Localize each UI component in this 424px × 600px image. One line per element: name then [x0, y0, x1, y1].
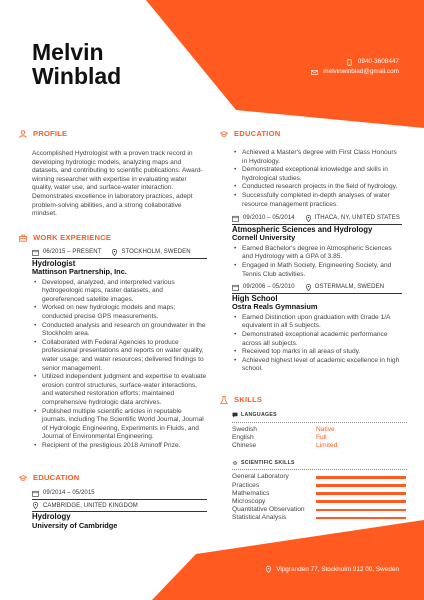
- last-name: Winblad: [32, 63, 122, 89]
- calendar-icon: [232, 284, 239, 291]
- footer-address: Vipgranden 77, Stockholm 912 00, Sweden: [265, 566, 399, 573]
- skill-row: Microscopy: [232, 498, 407, 506]
- profile-heading: PROFILE: [19, 129, 67, 138]
- degree-title: Hydrology: [32, 512, 71, 522]
- calendar-icon: [232, 215, 239, 222]
- skill-level-track: [316, 509, 406, 512]
- email-icon: [311, 69, 318, 76]
- list-item: • Engaged in Math Society, Engineering Society, and Tennis Club activities.: [242, 262, 402, 279]
- language-row: English Full: [232, 434, 327, 441]
- job-bullets: [32, 279, 207, 451]
- skill-level-track: [316, 517, 406, 520]
- education-heading-left: EDUCATION: [19, 473, 79, 482]
- education-location: CAMBRIDGE, UNITED KINGDOM: [32, 502, 207, 511]
- divider: [32, 499, 207, 500]
- flask-icon: [220, 396, 228, 404]
- education-meta: [232, 283, 402, 292]
- skill-row: Mathematics: [232, 490, 407, 498]
- institution: University of Cambridge: [32, 520, 118, 530]
- candidate-name: [32, 40, 121, 88]
- list-item: • Published multiple scientific articles in reputable journals, including The Scientific World Journal, Journal of Hydrologic Engineering, Experiments in Fluids, and Journal of Environmental Engineering.: [42, 408, 207, 442]
- list-item: • Earned Bachelor's degree in Atmospheric Sciences and Hydrology with a GPA of 3.85.: [242, 245, 402, 262]
- location-pin-icon: [111, 249, 118, 256]
- skill-row: Quantitative Observation: [232, 506, 407, 514]
- list-item: • Successfully completed in-depth analyses of water resource management practices.: [242, 192, 402, 209]
- list-item: • Demonstrated exceptional knowledge and skills in hydrological studies.: [242, 166, 402, 183]
- skill-level-track: [316, 476, 406, 479]
- institution: Cornell University: [232, 233, 296, 243]
- degree-title: High School: [232, 293, 278, 303]
- skill-level-bar: [316, 509, 406, 512]
- skill-level-track: [316, 500, 406, 503]
- languages-subheading: LANGUAGES: [232, 411, 407, 420]
- divider: [232, 422, 407, 423]
- skill-level-bar: [316, 492, 406, 495]
- graduation-cap-icon: [19, 474, 27, 482]
- calendar-icon: [32, 249, 39, 256]
- contact-info: [311, 57, 399, 77]
- location-pin-icon: [32, 502, 39, 509]
- list-item: • Developed, analyzed, and interpreted various hydrogeologic maps, raster datasets, and georeferenced satellite images.: [42, 279, 207, 305]
- graduation-cap-icon: [220, 130, 228, 138]
- job-title: Hydrologist: [32, 258, 76, 268]
- scientific-skills-list: [232, 473, 407, 522]
- education-location: ITHACA, NY, UNITED STATES: [305, 214, 400, 223]
- list-item: • Achieved a Master's degree with First Class Honours in Hydrology.: [242, 149, 402, 166]
- briefcase-icon: [19, 234, 27, 242]
- list-item: • Earned Distinction upon graduation with Grade 1/A equivalent in all 5 subjects.: [242, 314, 402, 331]
- skill-level-bar: [316, 517, 406, 520]
- skills-section: [232, 411, 407, 522]
- list-item: • Worked on new hydrologic models and maps; conducted precise GPS measurements.: [42, 304, 207, 321]
- email-row: [311, 67, 399, 77]
- gear-icon: [232, 460, 238, 466]
- job-dates: 06/2015 – PRESENT: [43, 249, 102, 255]
- education-dates: 09/2014 – 05/2015: [43, 490, 95, 496]
- institution: Ostra Reals Gymnasium: [232, 302, 318, 312]
- location-pin-icon: [305, 215, 312, 222]
- phone-row: [311, 57, 399, 67]
- skill-level-bar: [316, 500, 406, 503]
- work-experience-section: [32, 242, 207, 450]
- list-item: • Achieved highest level of academic excellence in high school.: [242, 357, 402, 374]
- education-meta: [32, 489, 207, 498]
- language-row: Swedish Native: [232, 425, 335, 433]
- skill-level-bar: [316, 484, 406, 487]
- divider: [232, 469, 407, 470]
- person-icon: [19, 130, 27, 138]
- skills-heading: SKILLS: [220, 395, 262, 404]
- education-dates: 09/2006 – 05/2010: [243, 284, 295, 291]
- first-name: Melvin: [32, 39, 104, 65]
- job-company: Mattinson Partnership, Inc.: [32, 267, 127, 277]
- education-heading-right: EDUCATION: [220, 129, 280, 138]
- scientific-skills-subheading: SCIENTIFIC SKILLS: [232, 459, 407, 468]
- list-item: • Conducted research projects in the field of hydrology.: [242, 183, 402, 192]
- education-bullets: [232, 314, 402, 374]
- profile-section: [32, 150, 207, 219]
- skill-level-track: [316, 492, 406, 495]
- location-pin-icon: [305, 284, 312, 291]
- list-item: • Received top marks in all areas of study.: [242, 348, 402, 357]
- chat-icon: [232, 412, 238, 418]
- skill-level-bar: [316, 476, 406, 479]
- calendar-icon: [32, 490, 39, 497]
- degree-title: Atmospheric Sciences and Hydrology: [232, 224, 373, 234]
- education-bullets-top: [232, 149, 402, 209]
- education-dates: 09/2010 – 05/2014: [243, 215, 295, 222]
- skill-level-track: [316, 484, 406, 487]
- language-row: Chinese Limited: [232, 442, 338, 450]
- education-meta: [232, 214, 402, 223]
- skill-row: General Laboratory: [232, 473, 407, 481]
- education-right-section: [232, 149, 402, 374]
- phone-icon: [346, 59, 353, 66]
- work-experience-heading: WORK EXPERIENCE: [19, 233, 111, 242]
- email-address[interactable]: melvinwinblad@gmail.com: [323, 68, 399, 75]
- list-item: • Demonstrated exceptional academic performance across all subjects.: [242, 331, 402, 348]
- skill-row: Practices: [232, 482, 407, 490]
- list-item: • Recipient of the prestigious 2018 Aminoff Prize.: [42, 442, 207, 451]
- education-bullets: [232, 245, 402, 279]
- location-pin-icon: [265, 566, 272, 573]
- list-item: • Collaborated with Federal Agencies to produce professional presentations and reports on water quality, water usage, and water resources; delivered findings to senior management.: [42, 339, 207, 373]
- list-item: • Conducted analysis and research on groundwater in the Stockholm area.: [42, 322, 207, 339]
- education-location: OSTERMALM, SWEDEN: [305, 283, 384, 292]
- job-meta: [32, 248, 207, 257]
- phone-number: 0940-3608447: [357, 58, 399, 65]
- list-item: • Utilized independent judgment and expertise to evaluate erosion control structures, surface-water interactions, and watershed restoration efforts; maintained comprehensive hydrologic data archives.: [42, 373, 207, 407]
- skill-row: Statistical Analysis: [232, 514, 407, 522]
- footer-accent-shape: [0, 520, 424, 600]
- profile-text: Accomplished Hydrologist with a proven track record in developing hydrologic models, analyzing maps and datasets, and contributing to scientific publications. Award-winning researcher with expertise in evaluating water quality, water use, and surface-water interaction. Demonstrates excellence in laboratory practices, adept problem-solving abilities, and a strong collaborative mindset.: [32, 150, 203, 218]
- job-location: STOCKHOLM, SWEDEN: [111, 248, 190, 257]
